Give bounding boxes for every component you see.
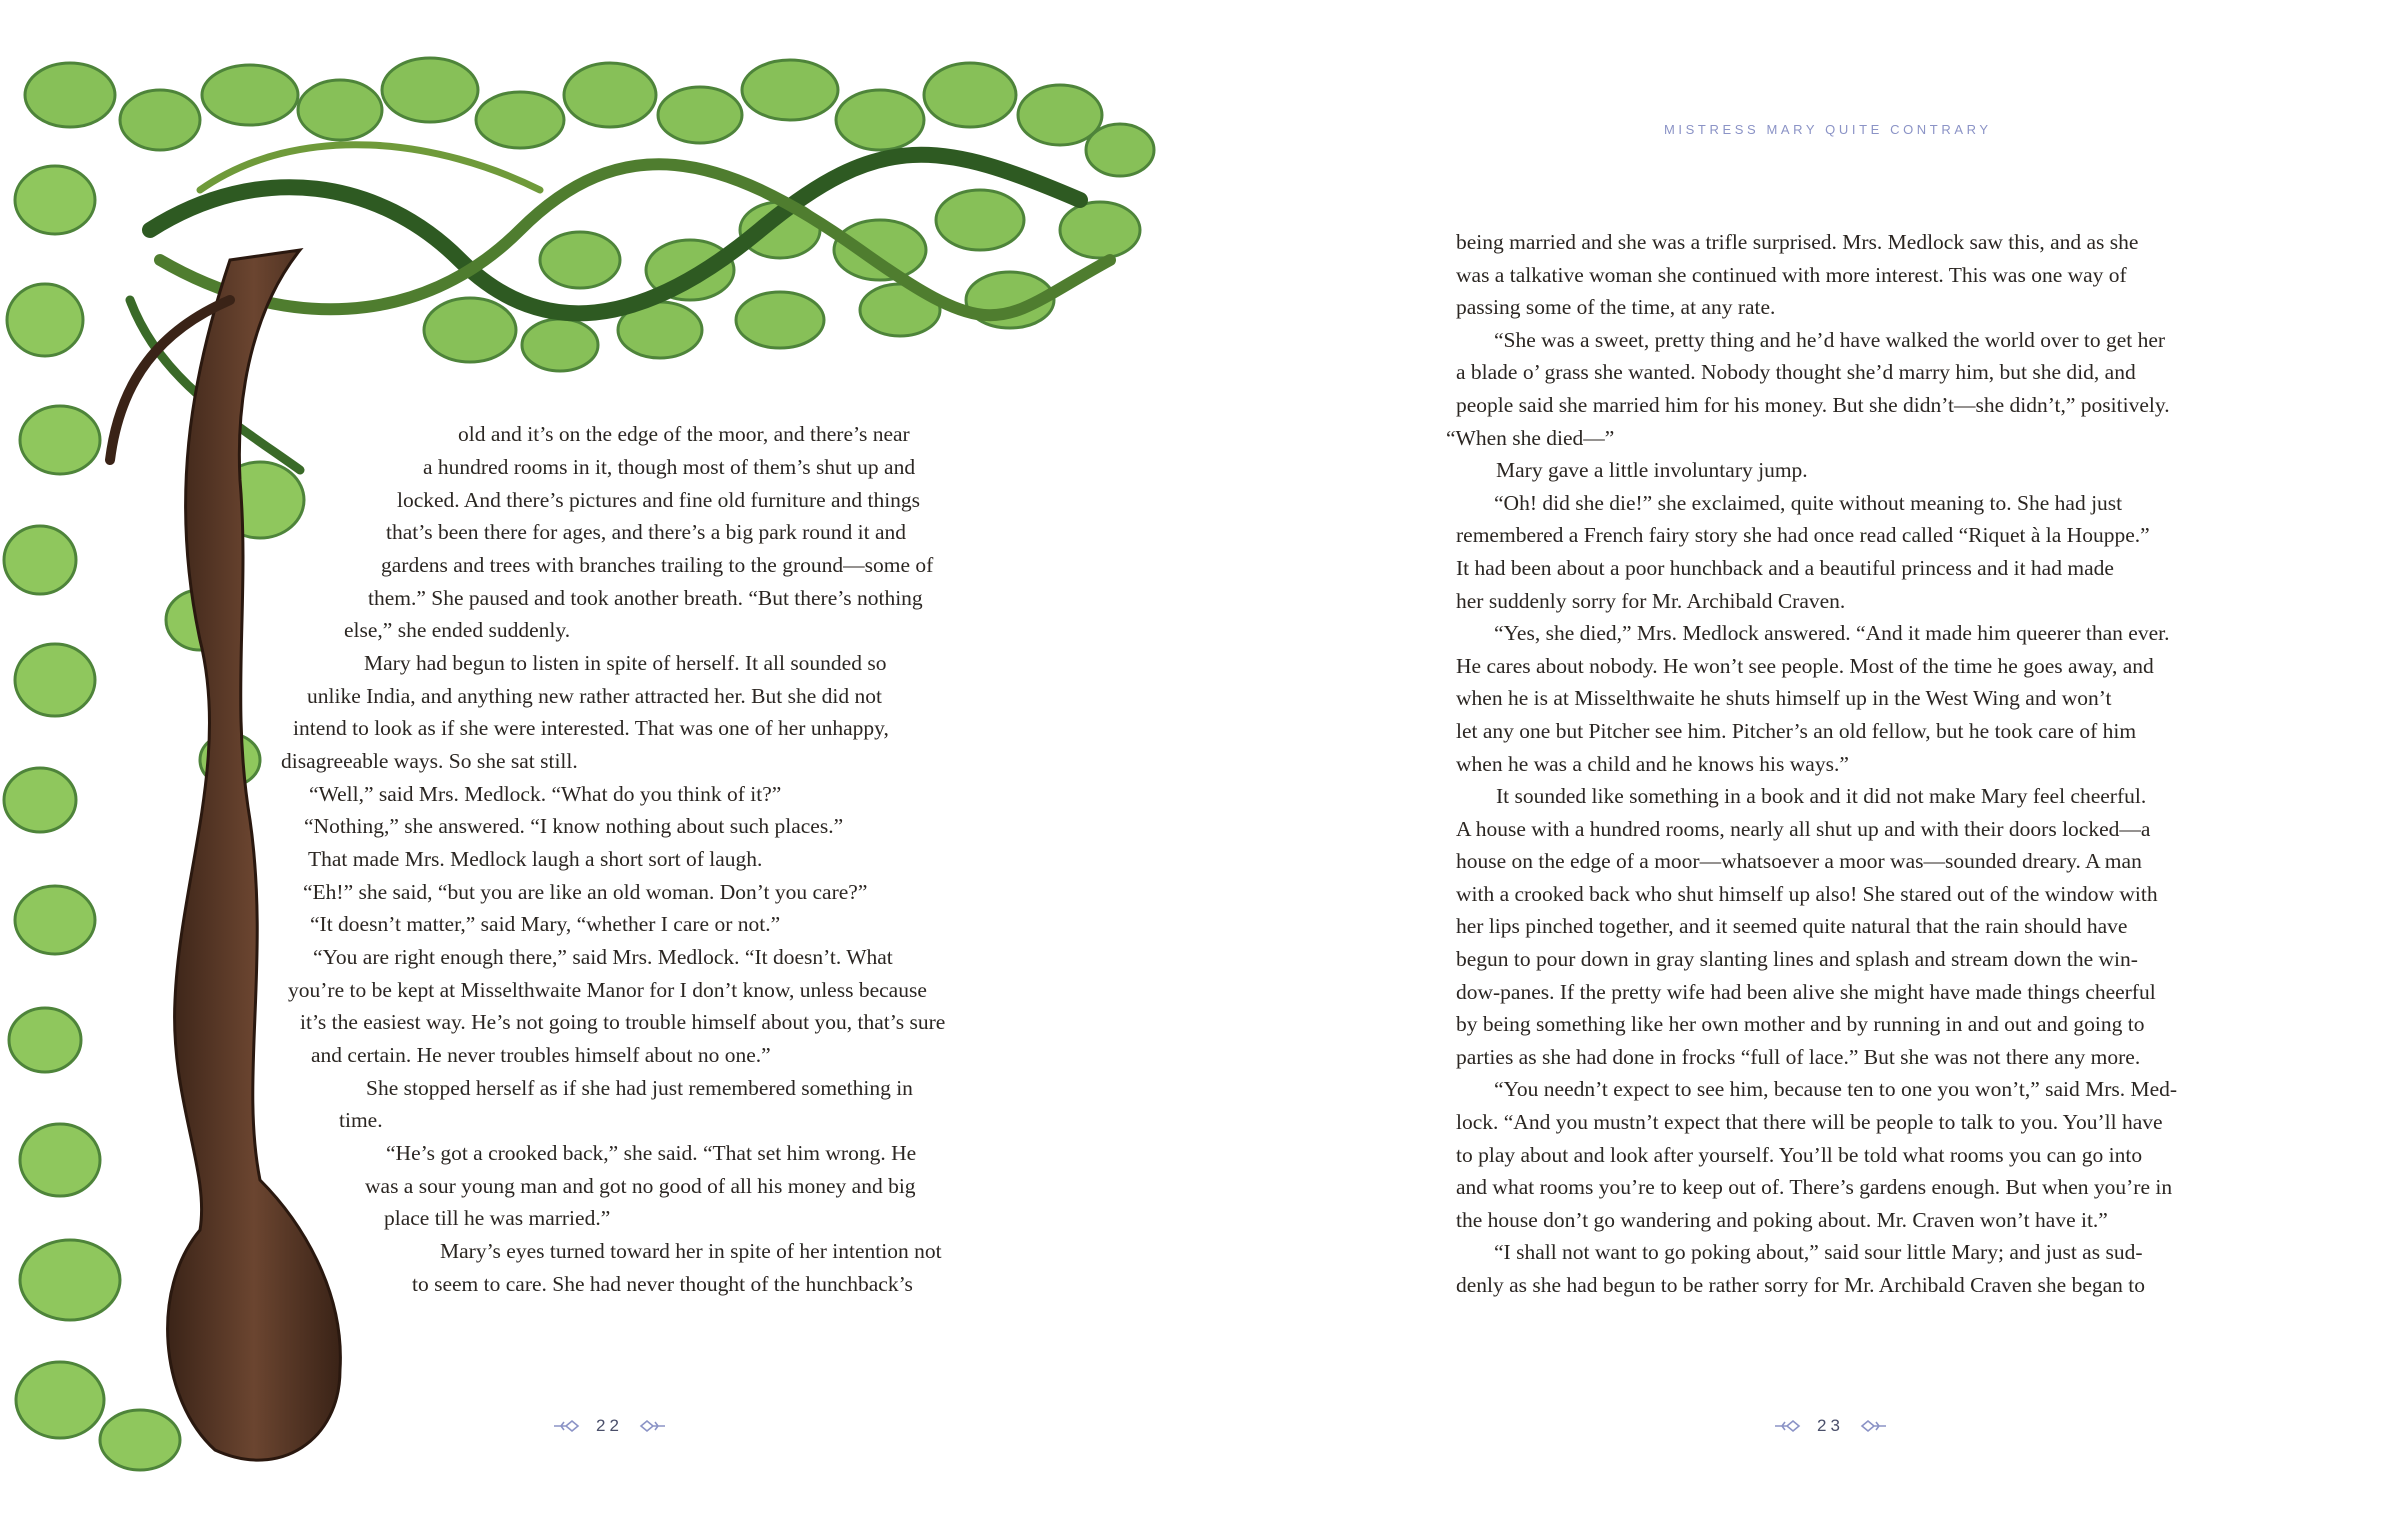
text-line: “It doesn’t matter,” said Mary, “whether I care or not.” [310, 912, 781, 936]
text-line: dow-panes. If the pretty wife had been alive she might have made things cheerful [1456, 979, 2156, 1004]
text-line: passing some of the time, at any rate. [1456, 295, 1776, 320]
text-line: when he is at Misselthwaite he shuts himself up in the West Wing and won’t [1456, 686, 2112, 711]
text-line: and what rooms you’re to keep out of. There’s gardens enough. But when you’re in [1456, 1175, 2173, 1200]
text-line: and certain. He never troubles himself about no one.” [311, 1043, 771, 1067]
text-line: Mary’s eyes turned toward her in spite of her intention not [440, 1239, 942, 1263]
right-page-body-text [1446, 226, 2211, 1302]
text-line: them.” She paused and took another breath. “But there’s nothing [368, 586, 923, 610]
page-number-right [1773, 1412, 1888, 1440]
text-line: “Nothing,” she answered. “I know nothing about such places.” [304, 814, 844, 838]
text-line: “She was a sweet, pretty thing and he’d have walked the world over to get her [1494, 327, 2166, 352]
text-line: was a sour young man and got no good of all his money and big [365, 1174, 916, 1198]
text-line: a blade o’ grass she wanted. Nobody thought she’d marry him, but she did, and [1456, 360, 2136, 385]
text-line: you’re to be kept at Misselthwaite Manor for I don’t know, unless because [288, 978, 927, 1002]
text-line: That made Mrs. Medlock laugh a short sort of laugh. [308, 847, 763, 871]
text-line: parties as she had done in frocks “full of lace.” But she was not there any more. [1456, 1044, 2141, 1069]
text-line: denly as she had begun to be rather sorry for Mr. Archibald Craven she began to [1456, 1273, 2145, 1297]
fleuron-icon [552, 1418, 582, 1434]
fleuron-icon [1858, 1418, 1888, 1434]
text-line: it’s the easiest way. He’s not going to trouble himself about you, that’s sure [300, 1010, 946, 1034]
text-line: “I shall not want to go poking about,” said sour little Mary; and just as sud- [1494, 1240, 2143, 1265]
text-line: Mary had begun to listen in spite of herself. It all sounded so [364, 651, 887, 675]
running-head: MISTRESS MARY QUITE CONTRARY [1664, 122, 1992, 137]
text-line: house on the edge of a moor—whatsoever a moor was—sounded dreary. A man [1456, 849, 2142, 874]
text-line: time. [339, 1108, 383, 1132]
text-line: gardens and trees with branches trailing to the ground—some of [381, 553, 934, 577]
text-line: “Well,” said Mrs. Medlock. “What do you think of it?” [309, 782, 782, 806]
text-line: intend to look as if she were interested. That was one of her unhappy, [293, 716, 889, 740]
text-line: people said she married him for his money. But she didn’t—she didn’t,” positively. [1456, 392, 2170, 417]
text-line: “He’s got a crooked back,” she said. “That set him wrong. He [386, 1141, 917, 1165]
fleuron-icon [637, 1418, 667, 1434]
fleuron-icon [1773, 1418, 1803, 1434]
text-line: begun to pour down in gray slanting lines and splash and stream down the win- [1456, 947, 2138, 972]
text-line: to seem to care. She had never thought of the hunchback’s [412, 1272, 913, 1296]
text-line: to play about and look after yourself. You’ll be told what rooms you can go into [1456, 1142, 2143, 1167]
text-line: by being something like her own mother and by running in and out and going to [1456, 1012, 2145, 1037]
text-line: else,” she ended suddenly. [344, 618, 571, 642]
text-line: her lips pinched together, and it seemed quite natural that the rain should have [1456, 914, 2128, 939]
text-line: “Yes, she died,” Mrs. Medlock answered. “And it made him queerer than ever. [1494, 621, 2170, 646]
text-line: locked. And there’s pictures and fine old furniture and things [397, 488, 921, 512]
text-line: “You are right enough there,” said Mrs. Medlock. “It doesn’t. What [313, 945, 893, 969]
page-number: 23 [1817, 1416, 1844, 1435]
text-line: lock. “And you mustn’t expect that there will be people to talk to you. You’ll have [1456, 1110, 2163, 1135]
text-line: old and it’s on the edge of the moor, and there’s near [458, 422, 910, 446]
text-line: A house with a hundred rooms, nearly all shut up and with their doors locked—a [1456, 816, 2151, 841]
page-number-left [552, 1412, 667, 1440]
text-line: her suddenly sorry for Mr. Archibald Craven. [1456, 588, 1846, 613]
text-line: He cares about nobody. He won’t see people. Most of the time he goes away, and [1456, 653, 2154, 678]
text-line: was a talkative woman she continued with more interest. This was one way of [1456, 262, 2127, 287]
text-line: “When she died—” [1446, 425, 1615, 450]
text-line: She stopped herself as if she had just remembered something in [366, 1076, 913, 1100]
text-line: unlike India, and anything new rather attracted her. But she did not [307, 684, 882, 708]
text-line: a hundred rooms in it, though most of them’s shut up and [423, 455, 916, 479]
text-line: “You needn’t expect to see him, because ten to one you won’t,” said Mrs. Med- [1494, 1077, 2178, 1102]
text-line: being married and she was a trifle surprised. Mrs. Medlock saw this, and as she [1456, 230, 2139, 254]
text-line: with a crooked back who shut himself up also! She stared out of the window with [1456, 881, 2158, 906]
text-line: let any one but Pitcher see him. Pitcher’s an old fellow, but he took care of him [1456, 718, 2137, 743]
text-line: the house don’t go wandering and poking about. Mr. Craven won’t have it.” [1456, 1207, 2108, 1232]
page-number: 22 [596, 1416, 623, 1435]
text-line: It had been about a poor hunchback and a beautiful princess and it had made [1456, 555, 2114, 580]
text-line: Mary gave a little involuntary jump. [1496, 458, 1808, 483]
text-line: It sounded like something in a book and it did not make Mary feel cheerful. [1496, 784, 2147, 809]
text-line: disagreeable ways. So she sat still. [281, 749, 578, 773]
text-line: when he was a child and he knows his ways.” [1456, 751, 1849, 776]
text-line: remembered a French fairy story she had once read called “Riquet à la Houppe.” [1456, 523, 2150, 548]
text-line: that’s been there for ages, and there’s a big park round it and [386, 520, 906, 544]
text-line: “Oh! did she die!” she exclaimed, quite without meaning to. She had just [1494, 490, 2123, 515]
text-line: “Eh!” she said, “but you are like an old woman. Don’t you care?” [303, 880, 868, 904]
text-line: place till he was married.” [384, 1206, 611, 1230]
